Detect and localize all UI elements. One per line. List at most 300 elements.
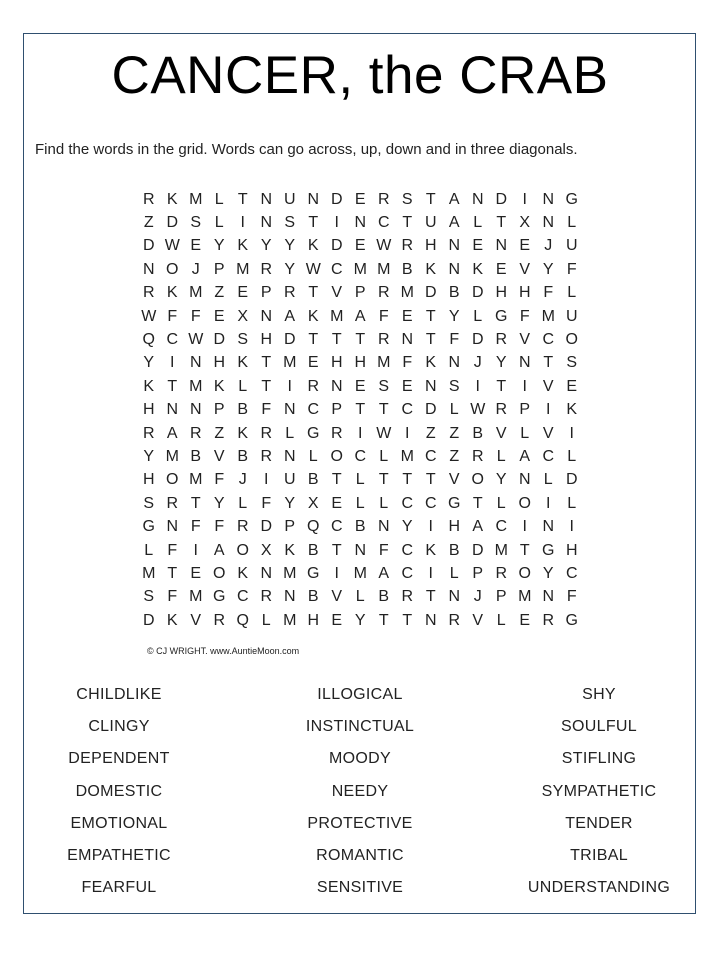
grid-letter[interactable]: G	[565, 190, 578, 208]
grid-letter[interactable]: K	[472, 260, 484, 278]
grid-letter[interactable]: L	[449, 564, 459, 582]
grid-letter[interactable]: L	[355, 588, 365, 606]
grid-letter[interactable]: Y	[354, 611, 366, 629]
grid-letter[interactable]: N	[260, 564, 273, 582]
grid-letter[interactable]: B	[354, 518, 366, 536]
grid-letter[interactable]: L	[261, 611, 271, 629]
grid-letter[interactable]: A	[354, 307, 366, 325]
grid-letter[interactable]: K	[166, 611, 178, 629]
grid-letter[interactable]: Z	[214, 284, 225, 302]
grid-letter[interactable]: R	[142, 284, 155, 302]
grid-letter[interactable]: A	[448, 214, 460, 232]
grid-letter[interactable]: R	[213, 611, 226, 629]
grid-letter[interactable]: K	[213, 377, 225, 395]
grid-letter[interactable]: Y	[213, 237, 225, 255]
grid-letter[interactable]: P	[213, 401, 225, 419]
grid-letter[interactable]: D	[471, 331, 484, 349]
grid-letter[interactable]: Y	[260, 237, 272, 255]
grid-letter[interactable]: L	[520, 424, 530, 442]
grid-letter[interactable]: R	[283, 284, 296, 302]
grid-letter[interactable]: Y	[542, 260, 554, 278]
grid-letter[interactable]: V	[448, 471, 460, 489]
grid-letter[interactable]: Z	[449, 424, 460, 442]
grid-letter[interactable]: I	[334, 564, 339, 582]
grid-letter[interactable]: Y	[143, 354, 155, 372]
grid-letter[interactable]: P	[354, 284, 366, 302]
grid-letter[interactable]: P	[331, 401, 343, 419]
grid-letter[interactable]: J	[191, 260, 200, 278]
grid-letter[interactable]: F	[566, 260, 577, 278]
grid-letter[interactable]: M	[541, 307, 555, 325]
grid-letter[interactable]: X	[260, 541, 272, 559]
grid-letter[interactable]: F	[190, 307, 201, 325]
grid-letter[interactable]: S	[143, 494, 155, 512]
grid-letter[interactable]: R	[377, 190, 390, 208]
grid-letter[interactable]: O	[236, 541, 249, 559]
grid-letter[interactable]: Y	[284, 237, 296, 255]
grid-letter[interactable]: U	[565, 237, 578, 255]
grid-letter[interactable]: B	[448, 541, 460, 559]
grid-letter[interactable]: U	[565, 307, 578, 325]
grid-letter[interactable]: W	[376, 237, 392, 255]
grid-letter[interactable]: T	[331, 471, 342, 489]
grid-letter[interactable]: U	[424, 214, 437, 232]
grid-letter[interactable]: F	[543, 284, 554, 302]
grid-letter[interactable]: E	[354, 377, 366, 395]
grid-letter[interactable]: R	[448, 611, 461, 629]
grid-letter[interactable]: L	[473, 307, 483, 325]
grid-letter[interactable]: H	[518, 284, 531, 302]
grid-letter[interactable]: J	[473, 588, 482, 606]
grid-letter[interactable]: T	[308, 284, 319, 302]
letter-grid[interactable]	[137, 188, 585, 632]
grid-letter[interactable]: L	[285, 424, 295, 442]
grid-letter[interactable]: N	[448, 588, 461, 606]
grid-letter[interactable]: F	[378, 307, 389, 325]
grid-letter[interactable]: M	[330, 307, 344, 325]
grid-letter[interactable]: R	[495, 564, 508, 582]
grid-letter[interactable]: T	[402, 611, 413, 629]
grid-letter[interactable]: R	[330, 424, 343, 442]
grid-letter[interactable]: H	[142, 471, 155, 489]
grid-letter[interactable]: R	[377, 284, 390, 302]
grid-letter[interactable]: N	[354, 541, 367, 559]
grid-letter[interactable]: H	[142, 401, 155, 419]
grid-letter[interactable]: N	[518, 354, 531, 372]
grid-letter[interactable]: N	[260, 307, 273, 325]
grid-letter[interactable]: C	[401, 541, 414, 559]
grid-letter[interactable]: R	[401, 588, 414, 606]
grid-letter[interactable]: R	[236, 518, 249, 536]
grid-letter[interactable]: K	[307, 237, 319, 255]
grid-letter[interactable]: P	[213, 260, 225, 278]
grid-letter[interactable]: G	[448, 494, 461, 512]
grid-letter[interactable]: N	[542, 518, 555, 536]
grid-letter[interactable]: C	[495, 518, 508, 536]
grid-letter[interactable]: N	[448, 260, 461, 278]
grid-letter[interactable]: F	[167, 307, 178, 325]
grid-letter[interactable]: T	[402, 471, 413, 489]
grid-letter[interactable]: F	[261, 494, 272, 512]
grid-letter[interactable]: V	[519, 331, 531, 349]
grid-letter[interactable]: R	[189, 424, 202, 442]
grid-letter[interactable]: F	[402, 354, 413, 372]
grid-letter[interactable]: N	[354, 214, 367, 232]
grid-letter[interactable]: N	[542, 214, 555, 232]
grid-letter[interactable]: S	[401, 190, 413, 208]
grid-letter[interactable]: T	[425, 471, 436, 489]
grid-letter[interactable]: N	[142, 260, 155, 278]
grid-letter[interactable]: D	[283, 331, 296, 349]
grid-letter[interactable]: M	[353, 564, 367, 582]
grid-letter[interactable]: D	[260, 518, 273, 536]
grid-letter[interactable]: A	[213, 541, 225, 559]
grid-letter[interactable]: N	[189, 401, 202, 419]
grid-letter[interactable]: H	[260, 331, 273, 349]
grid-letter[interactable]: L	[567, 214, 577, 232]
grid-letter[interactable]: L	[214, 190, 224, 208]
grid-letter[interactable]: M	[400, 284, 414, 302]
grid-letter[interactable]: D	[142, 237, 155, 255]
grid-letter[interactable]: S	[378, 377, 390, 395]
grid-letter[interactable]: I	[358, 424, 363, 442]
grid-letter[interactable]: S	[143, 588, 155, 606]
grid-letter[interactable]: C	[542, 447, 555, 465]
grid-letter[interactable]: B	[237, 401, 249, 419]
grid-letter[interactable]: G	[142, 518, 155, 536]
grid-letter[interactable]: L	[238, 377, 248, 395]
grid-letter[interactable]: C	[401, 401, 414, 419]
grid-letter[interactable]: N	[307, 190, 320, 208]
grid-letter[interactable]: C	[330, 518, 343, 536]
grid-letter[interactable]: M	[165, 447, 179, 465]
grid-letter[interactable]: M	[377, 260, 391, 278]
grid-letter[interactable]: T	[190, 494, 201, 512]
grid-letter[interactable]: N	[260, 214, 273, 232]
grid-letter[interactable]: A	[519, 447, 531, 465]
grid-letter[interactable]: E	[213, 307, 225, 325]
grid-letter[interactable]: N	[424, 611, 437, 629]
grid-letter[interactable]: F	[190, 518, 201, 536]
grid-letter[interactable]: K	[425, 354, 437, 372]
grid-letter[interactable]: S	[237, 331, 249, 349]
grid-letter[interactable]: M	[518, 588, 532, 606]
grid-letter[interactable]: V	[542, 377, 554, 395]
grid-letter[interactable]: B	[472, 424, 484, 442]
grid-letter[interactable]: H	[307, 611, 320, 629]
grid-letter[interactable]: J	[473, 354, 482, 372]
grid-letter[interactable]: W	[470, 401, 486, 419]
grid-letter[interactable]: E	[354, 190, 366, 208]
grid-letter[interactable]: H	[213, 354, 226, 372]
grid-letter[interactable]: U	[283, 190, 296, 208]
grid-letter[interactable]: I	[264, 471, 269, 489]
grid-letter[interactable]: T	[472, 494, 483, 512]
grid-letter[interactable]: V	[331, 588, 343, 606]
grid-letter[interactable]: Y	[213, 494, 225, 512]
grid-letter[interactable]: T	[167, 564, 178, 582]
grid-letter[interactable]: O	[518, 564, 531, 582]
grid-letter[interactable]: L	[379, 447, 389, 465]
grid-letter[interactable]: N	[330, 377, 343, 395]
grid-letter[interactable]: P	[495, 588, 507, 606]
grid-letter[interactable]: T	[167, 377, 178, 395]
grid-letter[interactable]: D	[565, 471, 578, 489]
grid-letter[interactable]: N	[260, 190, 273, 208]
grid-letter[interactable]: I	[522, 190, 527, 208]
grid-letter[interactable]: K	[566, 401, 578, 419]
grid-letter[interactable]: F	[167, 588, 178, 606]
grid-letter[interactable]: Z	[425, 424, 436, 442]
grid-letter[interactable]: D	[142, 611, 155, 629]
grid-letter[interactable]: E	[401, 377, 413, 395]
grid-letter[interactable]: X	[237, 307, 249, 325]
grid-letter[interactable]: H	[354, 354, 367, 372]
grid-letter[interactable]: T	[425, 588, 436, 606]
grid-letter[interactable]: N	[283, 588, 296, 606]
grid-letter[interactable]: Y	[495, 471, 507, 489]
grid-letter[interactable]: R	[260, 447, 273, 465]
grid-letter[interactable]: N	[166, 518, 179, 536]
grid-letter[interactable]: I	[428, 518, 433, 536]
grid-letter[interactable]: L	[496, 447, 506, 465]
grid-letter[interactable]: B	[307, 588, 319, 606]
grid-letter[interactable]: G	[307, 424, 320, 442]
grid-letter[interactable]: Y	[495, 354, 507, 372]
grid-letter[interactable]: T	[331, 331, 342, 349]
grid-letter[interactable]: W	[376, 424, 392, 442]
grid-letter[interactable]: I	[546, 494, 551, 512]
grid-letter[interactable]: L	[214, 214, 224, 232]
grid-letter[interactable]: S	[190, 214, 202, 232]
grid-letter[interactable]: L	[567, 447, 577, 465]
grid-letter[interactable]: P	[284, 518, 296, 536]
grid-letter[interactable]: N	[166, 401, 179, 419]
grid-letter[interactable]: K	[166, 190, 178, 208]
grid-letter[interactable]: N	[542, 190, 555, 208]
grid-letter[interactable]: H	[330, 354, 343, 372]
grid-letter[interactable]: L	[567, 494, 577, 512]
grid-letter[interactable]: Y	[143, 447, 155, 465]
grid-letter[interactable]: D	[424, 401, 437, 419]
grid-letter[interactable]: G	[213, 588, 226, 606]
grid-letter[interactable]: L	[496, 494, 506, 512]
grid-letter[interactable]: I	[170, 354, 175, 372]
grid-letter[interactable]: M	[283, 564, 297, 582]
grid-letter[interactable]: S	[448, 377, 460, 395]
grid-letter[interactable]: C	[401, 494, 414, 512]
grid-letter[interactable]: T	[355, 331, 366, 349]
grid-letter[interactable]: N	[448, 237, 461, 255]
grid-letter[interactable]: L	[355, 494, 365, 512]
grid-letter[interactable]: T	[402, 214, 413, 232]
grid-letter[interactable]: U	[283, 471, 296, 489]
grid-letter[interactable]: W	[141, 307, 157, 325]
grid-letter[interactable]: X	[519, 214, 531, 232]
grid-letter[interactable]: T	[261, 377, 272, 395]
grid-letter[interactable]: K	[307, 307, 319, 325]
grid-letter[interactable]: M	[189, 377, 203, 395]
grid-letter[interactable]: I	[287, 377, 292, 395]
grid-letter[interactable]: Y	[448, 307, 460, 325]
grid-letter[interactable]: K	[237, 564, 249, 582]
grid-letter[interactable]: L	[379, 494, 389, 512]
grid-letter[interactable]: C	[565, 564, 578, 582]
grid-letter[interactable]: C	[166, 331, 179, 349]
grid-letter[interactable]: I	[569, 518, 574, 536]
grid-letter[interactable]: C	[377, 214, 390, 232]
grid-letter[interactable]: M	[400, 447, 414, 465]
grid-letter[interactable]: L	[567, 284, 577, 302]
grid-letter[interactable]: F	[519, 307, 530, 325]
grid-letter[interactable]: Q	[307, 518, 320, 536]
grid-letter[interactable]: M	[189, 471, 203, 489]
grid-letter[interactable]: F	[214, 471, 225, 489]
grid-letter[interactable]: E	[190, 237, 202, 255]
grid-letter[interactable]: D	[471, 284, 484, 302]
grid-letter[interactable]: D	[424, 284, 437, 302]
grid-letter[interactable]: E	[519, 611, 531, 629]
grid-letter[interactable]: N	[518, 471, 531, 489]
grid-letter[interactable]: N	[283, 447, 296, 465]
grid-letter[interactable]: O	[213, 564, 226, 582]
grid-letter[interactable]: F	[378, 541, 389, 559]
grid-letter[interactable]: E	[472, 237, 484, 255]
grid-letter[interactable]: I	[334, 214, 339, 232]
grid-letter[interactable]: T	[308, 214, 319, 232]
grid-letter[interactable]: M	[283, 354, 297, 372]
grid-letter[interactable]: Q	[236, 611, 249, 629]
grid-letter[interactable]: C	[401, 564, 414, 582]
grid-letter[interactable]: T	[308, 331, 319, 349]
grid-letter[interactable]: Y	[284, 494, 296, 512]
grid-letter[interactable]: Z	[214, 424, 225, 442]
grid-letter[interactable]: R	[495, 331, 508, 349]
grid-letter[interactable]: N	[495, 237, 508, 255]
grid-letter[interactable]: M	[353, 260, 367, 278]
grid-letter[interactable]: L	[543, 471, 553, 489]
grid-letter[interactable]: D	[166, 214, 179, 232]
grid-letter[interactable]: I	[428, 564, 433, 582]
grid-letter[interactable]: W	[164, 237, 180, 255]
grid-letter[interactable]: B	[448, 284, 460, 302]
grid-letter[interactable]: I	[405, 424, 410, 442]
grid-letter[interactable]: L	[144, 541, 154, 559]
grid-letter[interactable]: T	[261, 354, 272, 372]
grid-letter[interactable]: K	[237, 424, 249, 442]
grid-letter[interactable]: V	[472, 611, 484, 629]
grid-letter[interactable]: R	[260, 424, 273, 442]
grid-letter[interactable]: A	[284, 307, 296, 325]
grid-letter[interactable]: C	[424, 494, 437, 512]
grid-letter[interactable]: I	[193, 541, 198, 559]
grid-letter[interactable]: D	[330, 190, 343, 208]
grid-letter[interactable]: M	[142, 564, 156, 582]
grid-letter[interactable]: R	[142, 424, 155, 442]
grid-letter[interactable]: K	[284, 541, 296, 559]
grid-letter[interactable]: C	[354, 447, 367, 465]
grid-letter[interactable]: V	[495, 424, 507, 442]
grid-letter[interactable]: M	[236, 260, 250, 278]
grid-letter[interactable]: M	[189, 284, 203, 302]
grid-letter[interactable]: I	[522, 518, 527, 536]
grid-letter[interactable]: T	[331, 541, 342, 559]
grid-letter[interactable]: T	[378, 401, 389, 419]
grid-letter[interactable]: L	[308, 447, 318, 465]
grid-letter[interactable]: L	[238, 494, 248, 512]
grid-letter[interactable]: O	[330, 447, 343, 465]
grid-letter[interactable]: M	[283, 611, 297, 629]
grid-letter[interactable]: N	[542, 588, 555, 606]
grid-letter[interactable]: V	[213, 447, 225, 465]
grid-letter[interactable]: A	[378, 564, 390, 582]
grid-letter[interactable]: J	[238, 471, 247, 489]
grid-letter[interactable]: G	[542, 541, 555, 559]
grid-letter[interactable]: R	[307, 377, 320, 395]
grid-letter[interactable]: I	[522, 377, 527, 395]
grid-letter[interactable]: H	[448, 518, 461, 536]
grid-letter[interactable]: G	[307, 564, 320, 582]
grid-letter[interactable]: V	[519, 260, 531, 278]
grid-letter[interactable]: E	[354, 237, 366, 255]
grid-letter[interactable]: M	[189, 588, 203, 606]
grid-letter[interactable]: F	[449, 331, 460, 349]
grid-letter[interactable]: T	[496, 377, 507, 395]
grid-letter[interactable]: K	[425, 541, 437, 559]
grid-letter[interactable]: A	[448, 190, 460, 208]
grid-letter[interactable]: R	[166, 494, 179, 512]
grid-letter[interactable]: D	[471, 541, 484, 559]
grid-letter[interactable]: K	[237, 237, 249, 255]
grid-letter[interactable]: H	[565, 541, 578, 559]
grid-letter[interactable]: C	[236, 588, 249, 606]
grid-letter[interactable]: T	[378, 471, 389, 489]
grid-letter[interactable]: V	[542, 424, 554, 442]
grid-letter[interactable]: L	[496, 611, 506, 629]
grid-letter[interactable]: N	[189, 354, 202, 372]
grid-letter[interactable]: F	[261, 401, 272, 419]
grid-letter[interactable]: G	[495, 307, 508, 325]
grid-letter[interactable]: B	[190, 447, 202, 465]
grid-letter[interactable]: A	[472, 518, 484, 536]
grid-letter[interactable]: N	[401, 331, 414, 349]
grid-letter[interactable]: T	[237, 190, 248, 208]
grid-letter[interactable]: S	[566, 354, 578, 372]
grid-letter[interactable]: O	[565, 331, 578, 349]
grid-letter[interactable]: F	[566, 588, 577, 606]
grid-letter[interactable]: N	[424, 377, 437, 395]
grid-letter[interactable]: R	[142, 190, 155, 208]
grid-letter[interactable]: T	[355, 401, 366, 419]
grid-letter[interactable]: E	[495, 260, 507, 278]
grid-letter[interactable]: A	[166, 424, 178, 442]
grid-letter[interactable]: T	[425, 190, 436, 208]
grid-letter[interactable]: O	[166, 260, 179, 278]
grid-letter[interactable]: L	[473, 214, 483, 232]
grid-letter[interactable]: Q	[142, 331, 155, 349]
grid-letter[interactable]: E	[331, 494, 343, 512]
grid-letter[interactable]: T	[378, 611, 389, 629]
grid-letter[interactable]: R	[542, 611, 555, 629]
grid-letter[interactable]: O	[166, 471, 179, 489]
grid-letter[interactable]: Y	[284, 260, 296, 278]
grid-letter[interactable]: T	[425, 331, 436, 349]
grid-letter[interactable]: R	[260, 588, 273, 606]
grid-letter[interactable]: W	[188, 331, 204, 349]
grid-letter[interactable]: X	[307, 494, 319, 512]
grid-letter[interactable]: P	[260, 284, 272, 302]
grid-letter[interactable]: G	[565, 611, 578, 629]
